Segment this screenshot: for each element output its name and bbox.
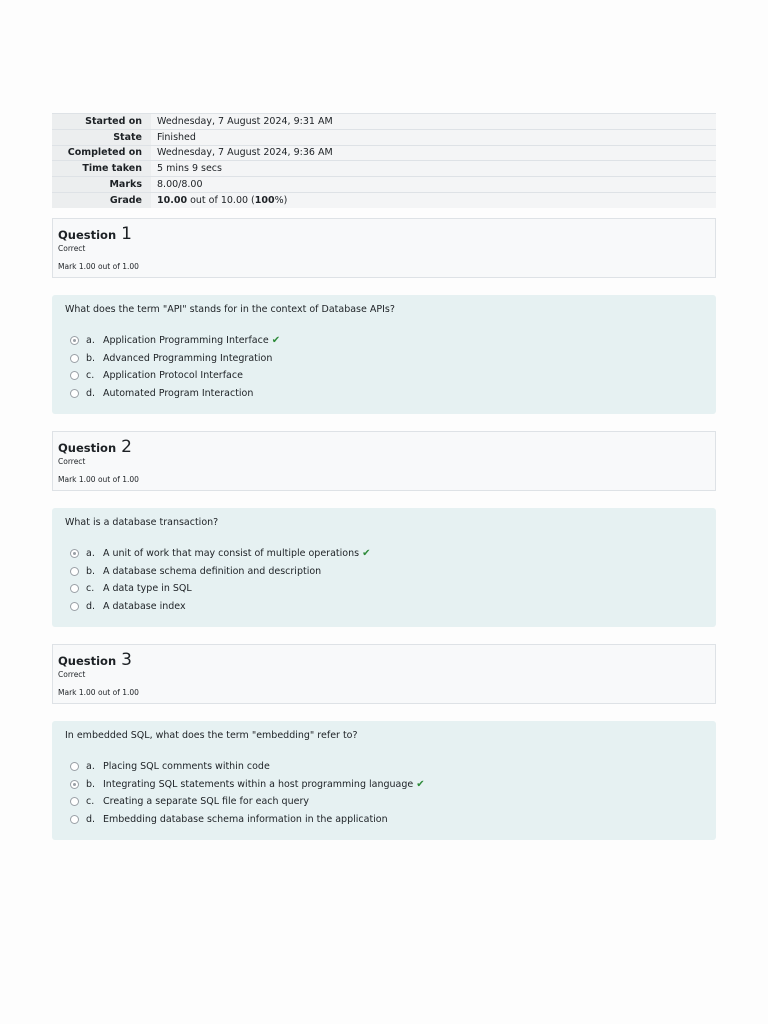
question-state: Correct [58,457,86,466]
answer-option[interactable] [65,385,703,403]
answer-letter: d. [86,813,96,825]
answer-option[interactable] [65,350,703,368]
question-text: In embedded SQL, what does the term "embedding" refer to? [65,730,358,741]
answer-text: Integrating SQL statements within a host programming language [103,778,414,790]
summary-label: Time taken [52,161,151,177]
summary-row [52,145,716,161]
summary-row [52,114,716,130]
answer-text: A unit of work that may consist of multiple operations [103,548,360,560]
summary-value: Finished [151,129,716,145]
grade-suffix: %) [274,195,288,207]
question-title [58,224,710,245]
answer-text: A database index [103,600,186,612]
answer-text: Advanced Programming Integration [103,352,273,364]
question-info [52,431,716,491]
question-text: What is a database transaction? [65,517,219,528]
answer-radio[interactable] [70,602,79,611]
answer-radio[interactable] [70,549,79,558]
question-formulation [52,721,716,840]
answer-letter: b. [86,565,96,577]
answer-text: Application Programming Interface [103,335,269,347]
summary-value: 8.00/8.00 [151,177,716,193]
question-label: Question [58,228,117,242]
answer-option[interactable] [65,793,703,811]
answer-text: Application Protocol Interface [103,370,243,382]
answer-list [65,545,703,615]
attempt-summary-table [52,113,716,208]
summary-label: State [52,129,151,145]
answer-letter: a. [86,335,95,347]
answer-text: Automated Program Interaction [103,387,254,399]
summary-row [52,177,716,193]
question-info [52,644,716,704]
answer-radio[interactable] [70,336,79,345]
answer-radio[interactable] [70,815,79,824]
answer-letter: b. [86,778,96,790]
answer-radio[interactable] [70,762,79,771]
question-info [52,218,716,278]
answer-radio[interactable] [70,371,79,380]
question-state: Correct [58,670,86,679]
check-icon: ✔ [416,778,425,790]
answer-letter: d. [86,600,96,612]
question-label: Question [58,654,117,668]
answer-option[interactable] [65,598,703,616]
answer-text: A data type in SQL [103,583,192,595]
answer-option[interactable] [65,758,703,776]
answer-letter: c. [86,370,95,382]
question-formulation [52,295,716,414]
summary-label: Grade [52,192,151,208]
answer-list [65,332,703,402]
summary-value: Wednesday, 7 August 2024, 9:31 AM [151,114,716,130]
answer-radio[interactable] [70,354,79,363]
summary-row [52,161,716,177]
question-mark: Mark 1.00 out of 1.00 [58,688,139,697]
answer-radio[interactable] [70,567,79,576]
question-mark: Mark 1.00 out of 1.00 [58,262,139,271]
grade-value [151,192,716,208]
question-number: 2 [121,437,132,457]
answer-letter: a. [86,548,95,560]
question-mark: Mark 1.00 out of 1.00 [58,475,139,484]
question-formulation [52,508,716,627]
grade-out-of: out of 10.00 ( [187,195,255,207]
answer-letter: c. [86,583,95,595]
question-number: 3 [121,650,132,670]
check-icon: ✔ [271,335,281,347]
summary-label: Marks [52,177,151,193]
answer-letter: c. [86,796,95,808]
summary-value: 5 mins 9 secs [151,161,716,177]
answer-option[interactable] [65,563,703,581]
answer-text: Creating a separate SQL file for each query [103,796,309,808]
grade-score: 10.00 [157,195,188,207]
summary-row-grade [52,192,716,208]
answer-option[interactable] [65,776,703,794]
answer-text: A database schema definition and description [103,565,322,577]
question-title [58,650,710,671]
answer-option[interactable] [65,580,703,598]
answer-option[interactable] [65,367,703,385]
summary-row [52,129,716,145]
check-icon: ✔ [362,548,371,560]
grade-percent: 100 [254,195,275,207]
question-text: What does the term "API" stands for in the context of Database APIs? [65,304,395,315]
question-title [58,437,710,458]
answer-text: Embedding database schema information in the application [103,813,388,825]
answer-text: Placing SQL comments within code [103,761,270,773]
answer-radio[interactable] [70,780,79,789]
answer-letter: d. [86,387,96,399]
summary-value: Wednesday, 7 August 2024, 9:36 AM [151,145,716,161]
answer-option[interactable] [65,545,703,563]
answer-option[interactable] [65,332,703,350]
answer-radio[interactable] [70,584,79,593]
answer-list [65,758,703,828]
summary-label: Completed on [52,145,151,161]
answer-radio[interactable] [70,797,79,806]
question-state: Correct [58,244,86,253]
answer-radio[interactable] [70,389,79,398]
summary-label: Started on [52,114,151,130]
answer-option[interactable] [65,811,703,829]
question-number: 1 [121,224,132,244]
answer-letter: a. [86,761,95,773]
question-label: Question [58,441,117,455]
answer-letter: b. [86,352,96,364]
